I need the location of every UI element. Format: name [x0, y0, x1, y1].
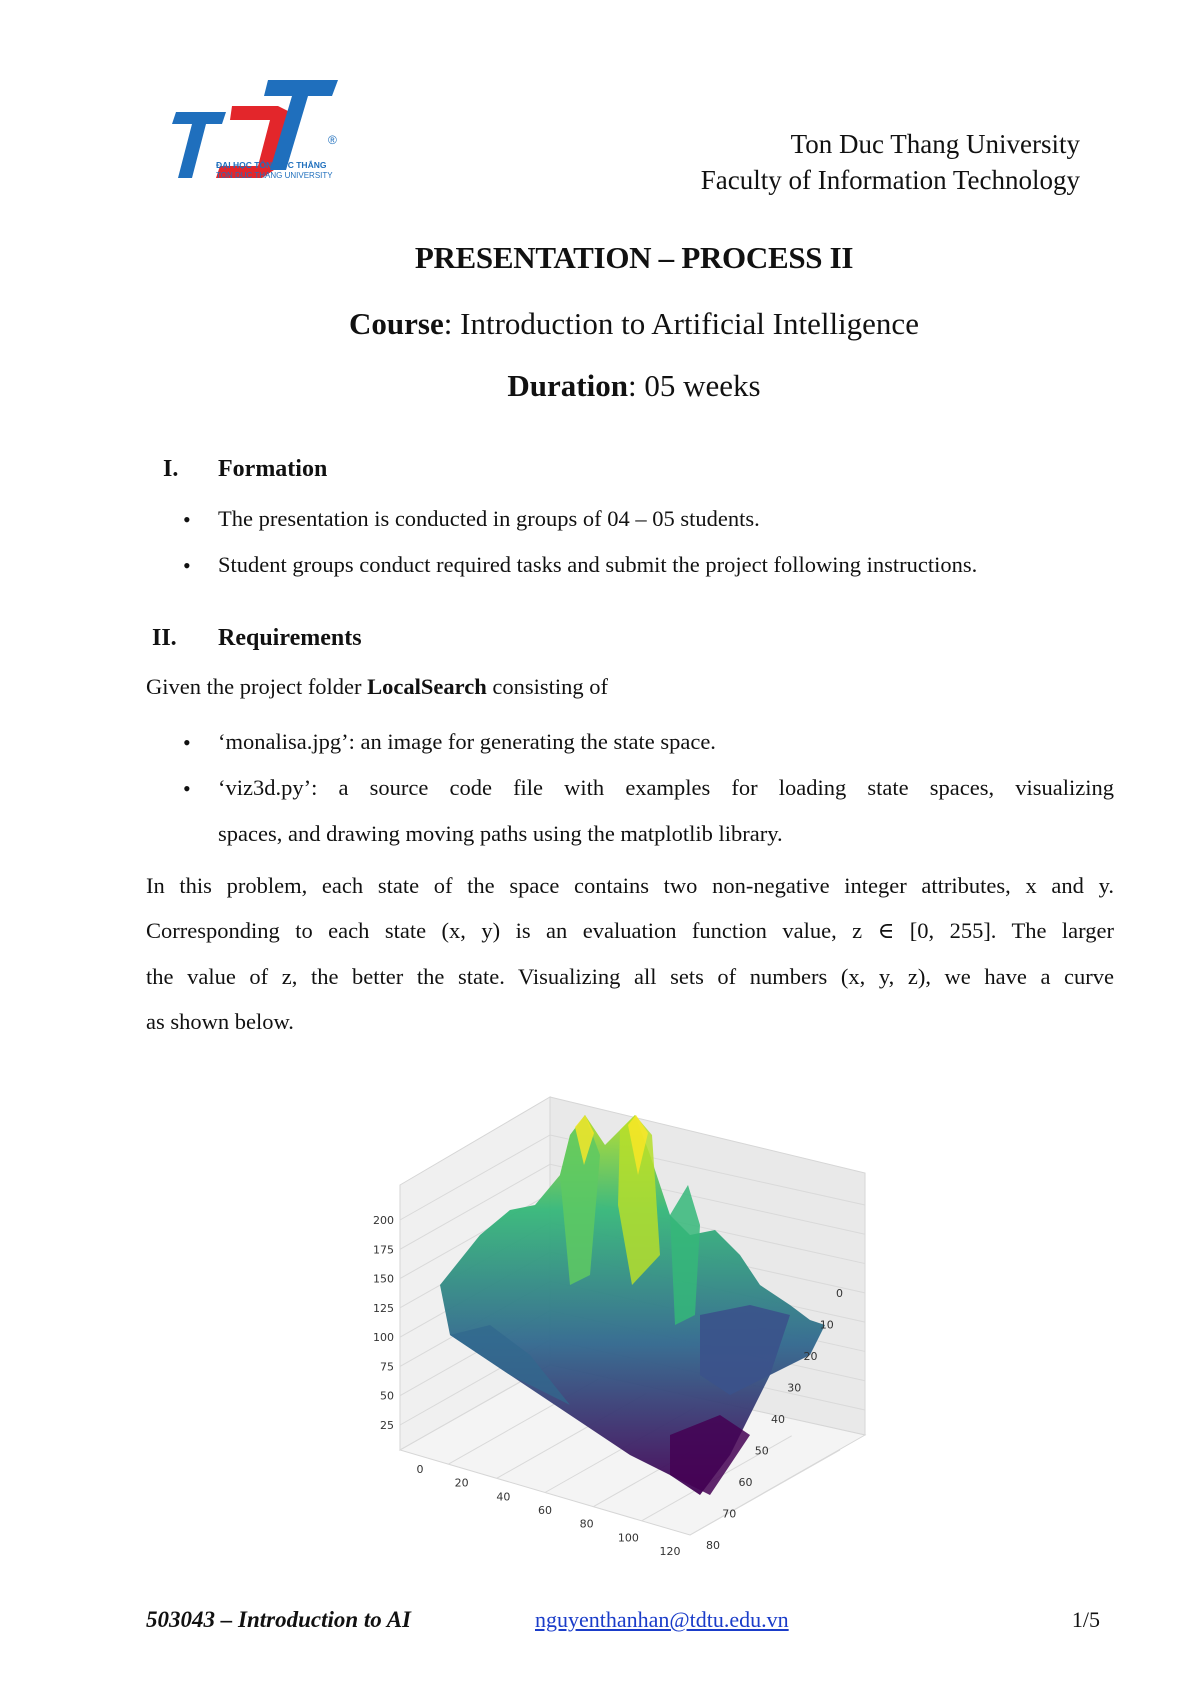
x-tick-label: 100 [617, 1531, 639, 1545]
duration-line [0, 368, 1200, 404]
x-tick-label: 60 [538, 1504, 552, 1517]
footer-course-code: 503043 – Introduction to AI [146, 1607, 411, 1632]
formation-bullet-2: Student groups conduct required tasks and submit the project following instructions. [218, 552, 978, 577]
institution-header [701, 126, 1080, 198]
faculty-name: Faculty of Information Technology [700, 165, 1080, 195]
bullet-marker: • [183, 776, 191, 801]
folder-name: LocalSearch [367, 674, 487, 699]
z-tick-label: 50 [380, 1389, 394, 1403]
intro-after: consisting of [486, 674, 608, 699]
x-tick-label: 120 [659, 1545, 681, 1558]
y-tick-label: 70 [722, 1507, 737, 1521]
x-tick-label: 40 [496, 1490, 511, 1504]
formation-bullet-1: The presentation is conducted in groups of 04 – 05 students. [218, 506, 760, 531]
section-requirements-heading: Requirements [218, 625, 362, 651]
university-name: Ton Duc Thang University [790, 129, 1080, 159]
y-tick-label: 0 [836, 1287, 843, 1300]
university-logo [158, 78, 348, 188]
section-formation-number: I. [163, 456, 179, 482]
y-tick-label: 60 [738, 1476, 753, 1489]
intro-before: Given the project folder [146, 674, 368, 699]
z-axis-ticks [373, 1214, 394, 1432]
bullet-marker: • [183, 553, 191, 578]
requirements-bullet-1: ‘monalisa.jpg’: an image for generating the state space. [218, 729, 716, 754]
surface-plot [370, 1055, 910, 1565]
footer-page-number: 1/5 [1071, 1607, 1100, 1632]
footer-email-link[interactable]: nguyenthanhan@tdtu.edu.vn [535, 1607, 789, 1632]
duration-label: Duration [507, 368, 628, 403]
paragraph-line-4: as shown below. [146, 1009, 294, 1034]
bullet-marker: • [183, 730, 191, 755]
duration-value: : 05 weeks [627, 368, 761, 403]
requirements-bullet-2: ‘viz3d.py’: a source code file with examples for loading state spaces, visualizing [218, 775, 1114, 800]
logo-registered: ® [328, 133, 337, 147]
x-tick-label: 0 [416, 1463, 424, 1476]
y-tick-label: 10 [819, 1318, 834, 1332]
y-tick-label: 20 [803, 1350, 818, 1363]
document-title: PRESENTATION – PROCESS II [414, 240, 854, 275]
paragraph-line-1: In this problem, each state of the space contains two non-negative integer attributes, x and y. [146, 873, 1114, 898]
x-tick-label: 80 [579, 1517, 594, 1531]
x-tick-label: 20 [454, 1476, 469, 1490]
section-formation-heading: Formation [218, 456, 328, 482]
z-tick-label: 125 [373, 1301, 394, 1315]
y-tick-label: 30 [787, 1381, 802, 1395]
y-tick-label: 80 [706, 1539, 720, 1552]
course-label: Course [349, 306, 444, 341]
requirements-bullet-2-continued: spaces, and drawing moving paths using the matplotlib library. [218, 821, 783, 846]
logo-line2: TON DUC THANG UNIVERSITY [216, 171, 333, 180]
course-line [0, 306, 1200, 342]
requirements-intro [146, 674, 1114, 700]
z-tick-label: 175 [373, 1243, 394, 1257]
z-tick-label: 150 [373, 1272, 394, 1286]
z-tick-label: 200 [373, 1214, 394, 1227]
z-tick-label: 100 [373, 1331, 394, 1345]
z-tick-label: 75 [380, 1360, 394, 1374]
paragraph-line-2: Corresponding to each state (x, y) is an evaluation function value, z ∈ [0, 255]. The larger [146, 918, 1114, 943]
z-tick-label: 25 [380, 1419, 394, 1432]
bullet-marker: • [183, 507, 191, 532]
y-tick-label: 40 [771, 1413, 785, 1426]
logo-line1: ĐẠI HỌC TÔN ĐỨC THẮNG [216, 160, 327, 170]
section-requirements-number: II. [152, 625, 177, 651]
paragraph-line-3: the value of z, the better the state. Visualizing all sets of numbers (x, y, z), we have a curve [146, 964, 1114, 989]
course-value: : Introduction to Artificial Intelligence [443, 306, 919, 341]
y-tick-label: 50 [754, 1444, 769, 1458]
